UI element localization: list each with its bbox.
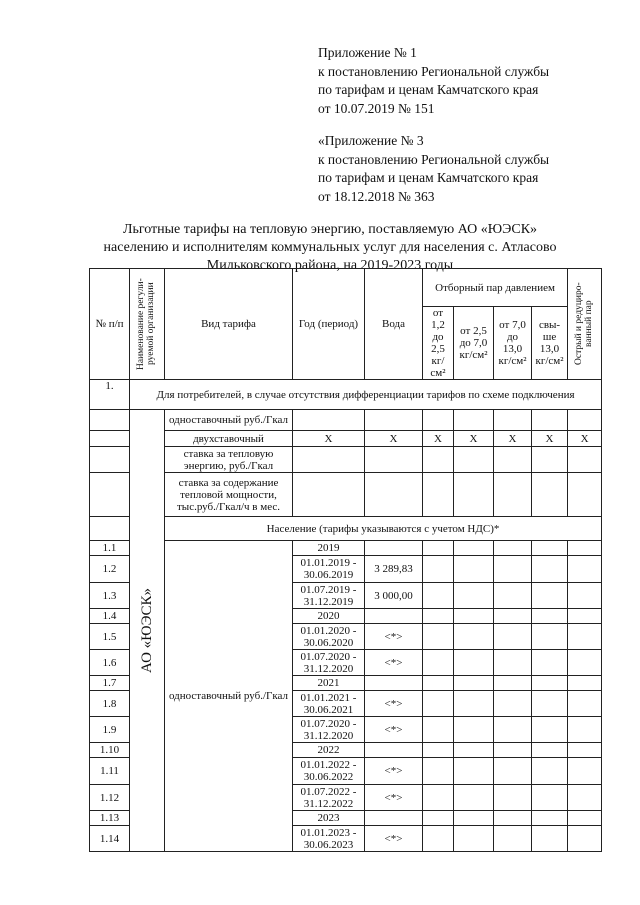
empty-cell (423, 676, 454, 691)
document-title (60, 221, 600, 275)
empty-cell (532, 650, 568, 676)
empty-cell (293, 473, 365, 517)
row-num: 1.6 (90, 650, 130, 676)
x-cell: Х (423, 431, 454, 447)
appendix-3-line: от 18.12.2018 № 363 (318, 188, 435, 204)
row-period: 01.01.2023 - 30.06.2023 (293, 826, 365, 852)
row-water (365, 811, 423, 826)
empty-cell (90, 431, 130, 447)
empty-cell (90, 517, 130, 541)
empty-cell (90, 447, 130, 473)
empty-cell (454, 473, 494, 517)
row-water: <*> (365, 691, 423, 717)
row-num: 1.8 (90, 691, 130, 717)
empty-cell (532, 447, 568, 473)
row-period: 01.07.2020 - 31.12.2020 (293, 650, 365, 676)
row-num: 1.5 (90, 624, 130, 650)
header-tariff-type: Вид тарифа (165, 269, 293, 380)
empty-cell (494, 717, 532, 743)
empty-cell (454, 410, 494, 431)
empty-cell (532, 541, 568, 556)
org-name: АО «ЮЭСК» (139, 588, 155, 673)
empty-cell (423, 541, 454, 556)
empty-cell (454, 691, 494, 717)
title-line: населению и исполнителям коммунальных услуг для населения с. Атласово (103, 240, 557, 255)
empty-cell (532, 743, 568, 758)
org-cell (130, 410, 165, 852)
row-period: 2019 (293, 541, 365, 556)
x-cell: Х (532, 431, 568, 447)
header-steam-c1: от 1,2 до 2,5 кг/см² (423, 307, 454, 380)
empty-cell (532, 583, 568, 609)
empty-cell (423, 473, 454, 517)
empty-cell (532, 609, 568, 624)
empty-cell (454, 758, 494, 785)
empty-cell (568, 624, 602, 650)
header-num: № п/п (90, 269, 130, 380)
header-steam-c3: от 7,0 до 13,0 кг/см² (494, 307, 532, 380)
empty-cell (494, 447, 532, 473)
header-water: Вода (365, 269, 423, 380)
empty-cell (454, 826, 494, 852)
empty-cell (494, 691, 532, 717)
row-num: 1.13 (90, 811, 130, 826)
tariff-table (89, 268, 602, 852)
row-period: 01.01.2021 - 30.06.2021 (293, 691, 365, 717)
empty-cell (568, 717, 602, 743)
empty-cell (568, 826, 602, 852)
empty-cell (423, 609, 454, 624)
empty-cell (423, 785, 454, 811)
empty-cell (365, 473, 423, 517)
row-water: 3 289,83 (365, 556, 423, 583)
x-cell: Х (365, 431, 423, 447)
row-num: 1.12 (90, 785, 130, 811)
empty-cell (423, 758, 454, 785)
s1-energy-rate: ставка за тепловую энергию, руб./Гкал (165, 447, 293, 473)
empty-cell (454, 650, 494, 676)
appendix-3-line: к постановлению Региональной службы (318, 151, 550, 167)
row-water (365, 609, 423, 624)
row-period: 01.01.2020 - 30.06.2020 (293, 624, 365, 650)
empty-cell (454, 743, 494, 758)
header-steam-c4: свы-ше 13,0 кг/см² (532, 307, 568, 380)
empty-cell (494, 410, 532, 431)
empty-cell (365, 447, 423, 473)
empty-cell (423, 410, 454, 431)
row-num: 1.3 (90, 583, 130, 609)
row-num: 1.2 (90, 556, 130, 583)
row-water (365, 743, 423, 758)
empty-cell (423, 556, 454, 583)
empty-cell (454, 583, 494, 609)
empty-cell (568, 743, 602, 758)
empty-cell (293, 447, 365, 473)
empty-cell (532, 473, 568, 517)
empty-cell (293, 410, 365, 431)
empty-cell (532, 676, 568, 691)
appendix-1-line: к постановлению Региональной службы (318, 63, 550, 79)
empty-cell (532, 410, 568, 431)
empty-cell (568, 583, 602, 609)
row-water (365, 676, 423, 691)
row-water (365, 541, 423, 556)
row-period: 2023 (293, 811, 365, 826)
row-water: <*> (365, 650, 423, 676)
empty-cell (365, 410, 423, 431)
x-cell: Х (494, 431, 532, 447)
row-num: 1.14 (90, 826, 130, 852)
row-period: 01.07.2022 - 31.12.2022 (293, 785, 365, 811)
empty-cell (494, 785, 532, 811)
empty-cell (494, 583, 532, 609)
row-num: 1.10 (90, 743, 130, 758)
row-num: 1.11 (90, 758, 130, 785)
empty-cell (568, 785, 602, 811)
empty-cell (494, 676, 532, 691)
empty-cell (423, 650, 454, 676)
empty-cell (423, 826, 454, 852)
empty-cell (568, 676, 602, 691)
empty-cell (568, 541, 602, 556)
empty-cell (568, 609, 602, 624)
empty-cell (423, 691, 454, 717)
empty-cell (454, 556, 494, 583)
empty-cell (454, 541, 494, 556)
empty-cell (494, 556, 532, 583)
header-year: Год (период) (293, 269, 365, 380)
x-cell: Х (454, 431, 494, 447)
header-steam-c2: от 2,5 до 7,0 кг/см² (454, 307, 494, 380)
empty-cell (568, 556, 602, 583)
appendix-1-line: от 10.07.2019 № 151 (318, 100, 435, 116)
section-2-title: Население (тарифы указываются с учетом НДС)* (165, 517, 602, 541)
empty-cell (532, 556, 568, 583)
empty-cell (423, 624, 454, 650)
empty-cell (532, 691, 568, 717)
empty-cell (454, 785, 494, 811)
row-period: 2020 (293, 609, 365, 624)
empty-cell (568, 650, 602, 676)
empty-cell (423, 583, 454, 609)
appendix-1-header (318, 44, 549, 118)
empty-cell (494, 541, 532, 556)
row-water: <*> (365, 826, 423, 852)
row-period: 01.07.2019 - 31.12.2019 (293, 583, 365, 609)
empty-cell (532, 717, 568, 743)
row-water: <*> (365, 758, 423, 785)
row-num: 1.7 (90, 676, 130, 691)
x-cell: Х (568, 431, 602, 447)
empty-cell (454, 717, 494, 743)
empty-cell (568, 410, 602, 431)
empty-cell (494, 758, 532, 785)
empty-cell (568, 811, 602, 826)
row-water: 3 000,00 (365, 583, 423, 609)
empty-cell (454, 811, 494, 826)
empty-cell (454, 609, 494, 624)
header-org (130, 269, 165, 380)
header-sharp-text: Острый и редуциро-ванный пар (573, 282, 594, 366)
empty-cell (532, 811, 568, 826)
empty-cell (90, 410, 130, 431)
row-num: 1.9 (90, 717, 130, 743)
empty-cell (532, 785, 568, 811)
empty-cell (532, 624, 568, 650)
row-period: 01.01.2022 - 30.06.2022 (293, 758, 365, 785)
row-period: 01.01.2019 - 30.06.2019 (293, 556, 365, 583)
appendix-1-line: Приложение № 1 (318, 45, 417, 60)
appendix-1-line: по тарифам и ценам Камчатского края (318, 82, 539, 97)
empty-cell (423, 811, 454, 826)
empty-cell (454, 447, 494, 473)
empty-cell (454, 624, 494, 650)
row-period: 01.07.2020 - 31.12.2020 (293, 717, 365, 743)
empty-cell (454, 676, 494, 691)
empty-cell (532, 758, 568, 785)
title-line: Льготные тарифы на тепловую энергию, поставляемую АО «ЮЭСК» (122, 222, 538, 237)
header-sharp (568, 269, 602, 380)
row-period: 2021 (293, 676, 365, 691)
header-steam: Отборный пар давлением (423, 269, 568, 307)
title-line: Мильковского района, на 2019-2023 годы (206, 258, 454, 273)
empty-cell (423, 447, 454, 473)
section-1-title: Для потребителей, в случае отсутствия дифференциации тарифов по схеме подключения (130, 380, 602, 410)
header-org-text: Наименование регули-руемой организации (136, 278, 156, 370)
row-water: <*> (365, 785, 423, 811)
empty-cell (494, 826, 532, 852)
s1-tariff-double: двухставочный (165, 431, 293, 447)
row-water: <*> (365, 717, 423, 743)
empty-cell (568, 691, 602, 717)
empty-cell (568, 447, 602, 473)
appendix-3-line: «Приложение № 3 (318, 133, 424, 148)
empty-cell (494, 650, 532, 676)
empty-cell (494, 473, 532, 517)
row-num: 1.4 (90, 609, 130, 624)
s1-capacity-rate: ставка за содержание тепловой мощности, тыс.руб./Гкал/ч в мес. (165, 473, 293, 517)
empty-cell (423, 717, 454, 743)
row-num: 1.1 (90, 541, 130, 556)
row-period: 2022 (293, 743, 365, 758)
appendix-3-header (318, 132, 549, 206)
pop-tariff-type: одноставочный руб./Гкал (165, 541, 293, 852)
appendix-3-line: по тарифам и ценам Камчатского края (318, 170, 539, 185)
x-cell: Х (293, 431, 365, 447)
empty-cell (494, 743, 532, 758)
empty-cell (568, 758, 602, 785)
empty-cell (494, 609, 532, 624)
empty-cell (568, 473, 602, 517)
s1-tariff-single: одноставочный руб./Гкал (165, 410, 293, 431)
empty-cell (532, 826, 568, 852)
row-water: <*> (365, 624, 423, 650)
empty-cell (90, 473, 130, 517)
section-1-num: 1. (90, 380, 130, 410)
empty-cell (494, 624, 532, 650)
empty-cell (423, 743, 454, 758)
empty-cell (494, 811, 532, 826)
